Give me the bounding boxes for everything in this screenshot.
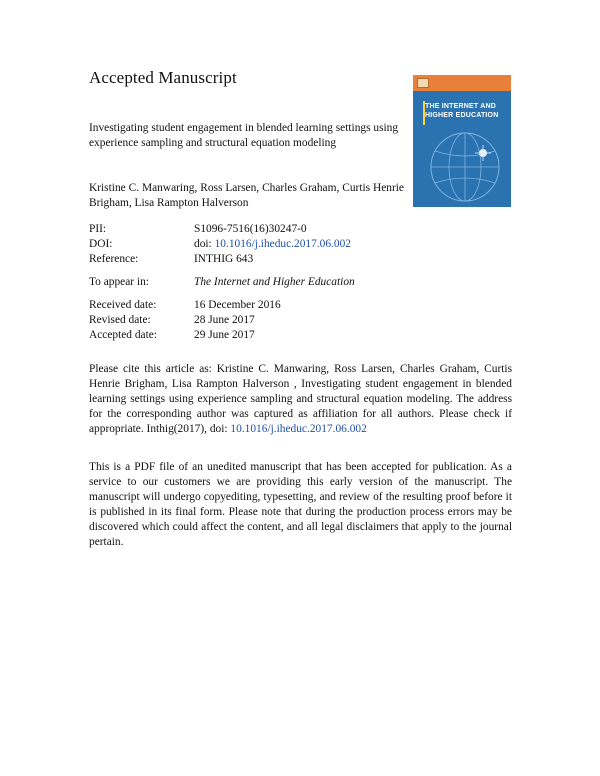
page-header-title: Accepted Manuscript <box>89 68 237 87</box>
accepted-row <box>89 328 255 343</box>
pii-value: S1096-7516(16)30247-0 <box>194 223 307 235</box>
doi-prefix: doi: <box>194 238 212 250</box>
journal-cover-image <box>413 75 511 207</box>
received-value: 16 December 2016 <box>194 299 281 311</box>
reference-label: Reference: <box>89 253 139 265</box>
reference-value: INTHIG 643 <box>194 253 254 265</box>
citation-doi-link[interactable]: 10.1016/j.iheduc.2017.06.002 <box>230 423 367 435</box>
journal-name: The Internet and Higher Education <box>194 276 355 288</box>
revised-label: Revised date: <box>89 314 151 326</box>
citation-text: Please cite this article as: Kristine C. Manwaring, Ross Larsen, Charles Graham, Curtis Henrie Brigham, Lisa Rampton Halverson , Investigating student engagement in blended learning settings using experience sampling and structural equation modeling. The address for the corresponding author was captured as affiliation for all authors. Please check if appropriate. Inthig(2017), doi: <box>89 363 512 435</box>
accepted-label: Accepted date: <box>89 329 157 341</box>
citation-paragraph <box>89 362 512 437</box>
appear-in-label: To appear in: <box>89 276 149 288</box>
revised-value: 28 June 2017 <box>194 314 255 326</box>
appear-in-row <box>89 275 355 290</box>
article-authors: Kristine C. Manwaring, Ross Larsen, Charles Graham, Curtis Henrie Brigham, Lisa Rampton Halverson <box>89 182 404 209</box>
received-label: Received date: <box>89 299 157 311</box>
reference-row <box>89 252 253 267</box>
pii-label: PII: <box>89 223 107 235</box>
article-title: Investigating student engagement in blended learning settings using experience sampling and structural equation modeling <box>89 122 399 149</box>
received-row <box>89 298 281 313</box>
notice-paragraph: This is a PDF file of an unedited manuscript that has been accepted for publication. As a service to our customers we are providing this early version of the manuscript. The manuscript will undergo copyediting, typesetting, and review of the resulting proof before it is published in its final form. Please note that during the production process errors may be discovered which could affect the content, and all legal disclaimers that apply to the journal pertain. <box>89 461 512 548</box>
doi-row <box>89 237 351 252</box>
publisher-logo-icon <box>417 78 429 88</box>
accepted-value: 29 June 2017 <box>194 329 255 341</box>
doi-link[interactable]: 10.1016/j.iheduc.2017.06.002 <box>214 238 351 250</box>
cover-journal-title: THE INTERNET AND HIGHER EDUCATION <box>425 103 499 119</box>
cover-globe-graphic <box>413 123 511 207</box>
revised-row <box>89 313 255 328</box>
doi-label: DOI: <box>89 238 113 250</box>
pii-row <box>89 222 307 237</box>
